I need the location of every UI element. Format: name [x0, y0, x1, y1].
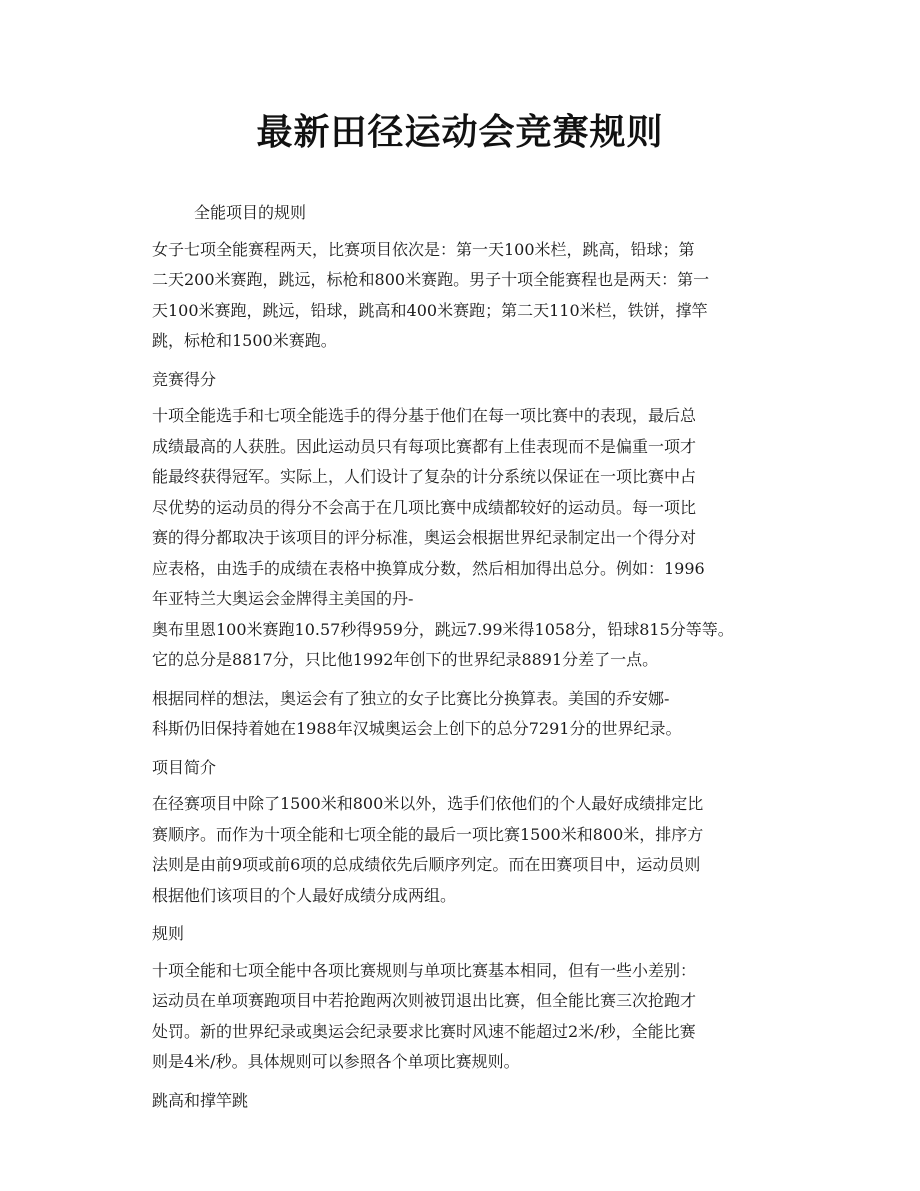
document-body: [152, 198, 772, 1122]
text-line: 年亚特兰大奥运会金牌得主美国的丹-: [152, 589, 414, 608]
section-heading-overview: 项目简介: [152, 757, 217, 777]
paragraph-overview: [152, 789, 772, 911]
text-line: 根据同样的想法，奥运会有了独立的女子比赛比分换算表。美国的乔安娜-: [152, 688, 670, 708]
page-title: 最新田径运动会竞赛规则: [256, 111, 664, 153]
section-heading-rules: 规则: [152, 924, 185, 943]
text-line: 应表格，由选手的成绩在表格中换算成分数，然后相加得出总分。例如：1996: [152, 558, 705, 578]
paragraph-rules: [152, 956, 772, 1078]
text-line: 它的总分是8817分，只比他1992年创下的世界纪录8891分差了一点。: [152, 650, 659, 669]
paragraph-scoring: [152, 401, 772, 676]
text-line: 十项全能和七项全能中各项比赛规则与单项比赛基本相同，但有一些小差别：: [152, 960, 697, 980]
text-line: 天100米赛跑，跳远，铅球，跳高和400米赛跑；第二天110米栏，铁饼，撑竿: [152, 300, 708, 320]
text-line: 能最终获得冠军。实际上，人们设计了复杂的计分系统以保证在一项比赛中占: [152, 467, 697, 486]
paragraph-women-scoring: [152, 684, 772, 745]
text-line: 则是4米/秒。具体规则可以参照各个单项比赛规则。: [152, 1052, 520, 1071]
section-heading-all-around-rules: 全能项目的规则: [194, 203, 307, 222]
section-heading-scoring: 竞赛得分: [152, 369, 217, 389]
text-line: 处罚。新的世界纪录或奥运会纪录要求比赛时风速不能超过2米/秒，全能比赛: [152, 1021, 696, 1041]
text-line: 在径赛项目中除了1500米和800米以外，选手们依他们的个人最好成绩排定比: [152, 794, 704, 813]
text-line: 成绩最高的人获胜。因此运动员只有每项比赛都有上佳表现而不是偏重一项才: [152, 436, 697, 456]
text-line: 运动员在单项赛跑项目中若抢跑两次则被罚退出比赛，但全能比赛三次抢跑才: [152, 991, 697, 1010]
paragraph-schedule: [152, 235, 772, 357]
text-line: 跳，标枪和1500米赛跑。: [152, 331, 337, 350]
text-line: 奥布里恩100米赛跑10.57秒得959分，跳远7.99米得1058分，铅球815分等等。: [152, 619, 734, 639]
text-line: 女子七项全能赛程两天，比赛项目依次是：第一天100米栏，跳高，铅球；第: [152, 239, 695, 259]
text-line: 赛的得分都取决于该项目的评分标准，奥运会根据世界纪录制定出一个得分对: [152, 528, 697, 547]
text-line: 十项全能选手和七项全能选手的得分基于他们在每一项比赛中的表现，最后总: [152, 406, 697, 425]
text-line: 根据他们该项目的个人最好成绩分成两组。: [152, 885, 457, 905]
text-line: 尽优势的运动员的得分不会高于在几项比赛中成绩都较好的运动员。每一项比: [152, 497, 697, 517]
text-line: 赛顺序。而作为十项全能和七项全能的最后一项比赛1500米和800米，排序方: [152, 824, 704, 844]
text-line: 二天200米赛跑，跳远，标枪和800米赛跑。男子十项全能赛程也是两天：第一: [152, 270, 710, 289]
text-line: 科斯仍旧保持着她在1988年汉城奥运会上创下的总分7291分的世界纪录。: [152, 719, 682, 738]
text-line: 法则是由前9项或前6项的总成绩依先后顺序列定。而在田赛项目中，运动员则: [152, 855, 701, 874]
section-heading-high-jump-pole-vault: 跳高和撑竿跳: [152, 1090, 249, 1110]
